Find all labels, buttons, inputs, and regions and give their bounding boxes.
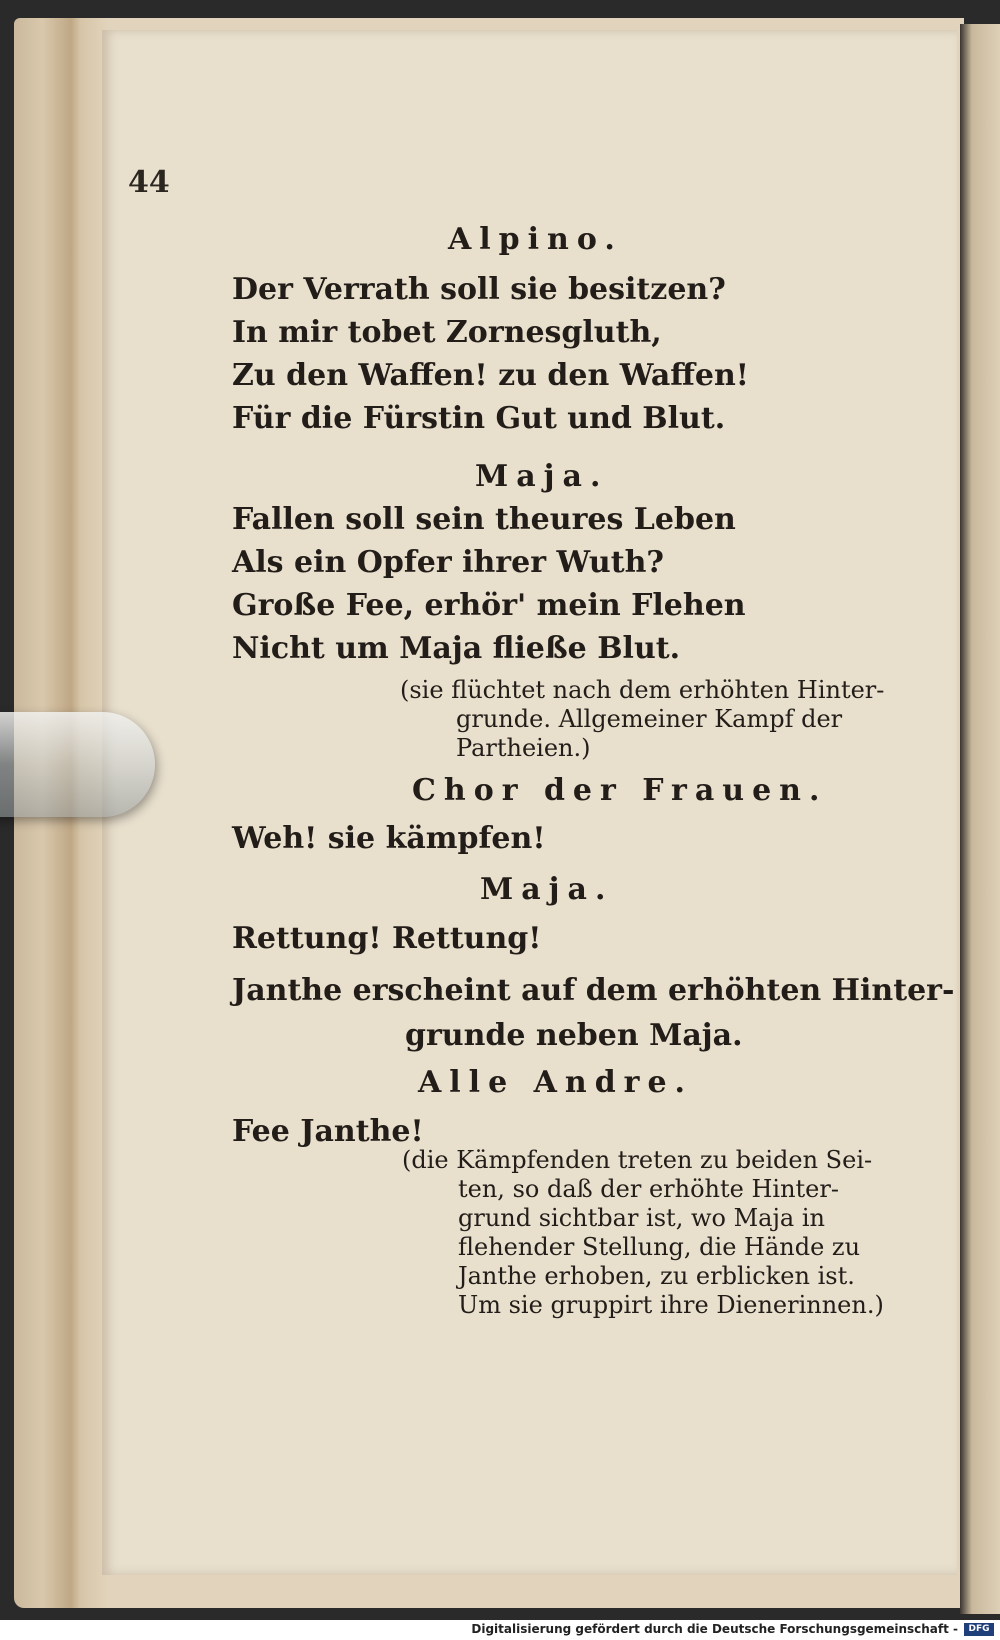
verse-line: Zu den Waffen! zu den Waffen! <box>232 358 749 393</box>
speaker-alpino: Alpino. <box>448 222 623 257</box>
speaker-alle-andre: Alle Andre. <box>418 1065 694 1100</box>
stage-direction-line: flehender Stellung, die Hände zu <box>458 1233 861 1261</box>
verse-line: Weh! sie kämpfen! <box>232 821 546 856</box>
verse-line: Große Fee, erhör' mein Flehen <box>232 588 746 623</box>
page-clip <box>0 712 155 817</box>
stage-direction-line: Janthe erhoben, zu erblicken ist. <box>458 1262 855 1290</box>
stage-direction-line: Partheien.) <box>456 734 591 762</box>
verse-line: Als ein Opfer ihrer Wuth? <box>232 545 664 580</box>
page-number: 44 <box>128 165 170 200</box>
stage-direction <box>400 676 884 763</box>
stage-entrance-line: Janthe erscheint auf dem erhöhten Hinter- <box>232 973 955 1008</box>
stage-direction-line: Um sie gruppirt ihre Dienerinnen.) <box>458 1291 884 1319</box>
dfg-logo: DFG <box>964 1623 994 1636</box>
speaker-chor-der-frauen: Chor der Frauen. <box>412 773 828 808</box>
stage-direction-line: grund sichtbar ist, wo Maja in <box>458 1204 825 1232</box>
verse-line: In mir tobet Zornesgluth, <box>232 315 662 350</box>
speaker-maja: Maja. <box>480 872 614 907</box>
verse-line: Für die Fürstin Gut und Blut. <box>232 401 726 436</box>
verse-line: Rettung! Rettung! <box>232 921 542 956</box>
stage-direction-line: (die Kämpfenden treten zu beiden Sei- <box>402 1146 873 1174</box>
facing-page-edge <box>960 24 1000 1614</box>
verse-line: Fallen soll sein theures Leben <box>232 502 736 537</box>
verse-line: Fee Janthe! <box>232 1114 424 1149</box>
stage-direction <box>402 1146 884 1320</box>
stage-direction-line: (sie flüchtet nach dem erhöhten Hinter- <box>400 676 885 704</box>
stage-entrance-line: grunde neben Maja. <box>405 1018 743 1053</box>
verse-line: Nicht um Maja fließe Blut. <box>232 631 681 666</box>
footer-bar <box>0 1620 1000 1640</box>
speaker-maja: Maja. <box>475 459 609 494</box>
funding-credit: Digitalisierung gefördert durch die Deutsche Forschungsgemeinschaft - <box>471 1622 958 1636</box>
stage-direction-line: grunde. Allgemeiner Kampf der <box>456 705 843 733</box>
verse-line: Der Verrath soll sie besitzen? <box>232 272 726 307</box>
stage-direction-line: ten, so daß der erhöhte Hinter- <box>458 1175 839 1203</box>
